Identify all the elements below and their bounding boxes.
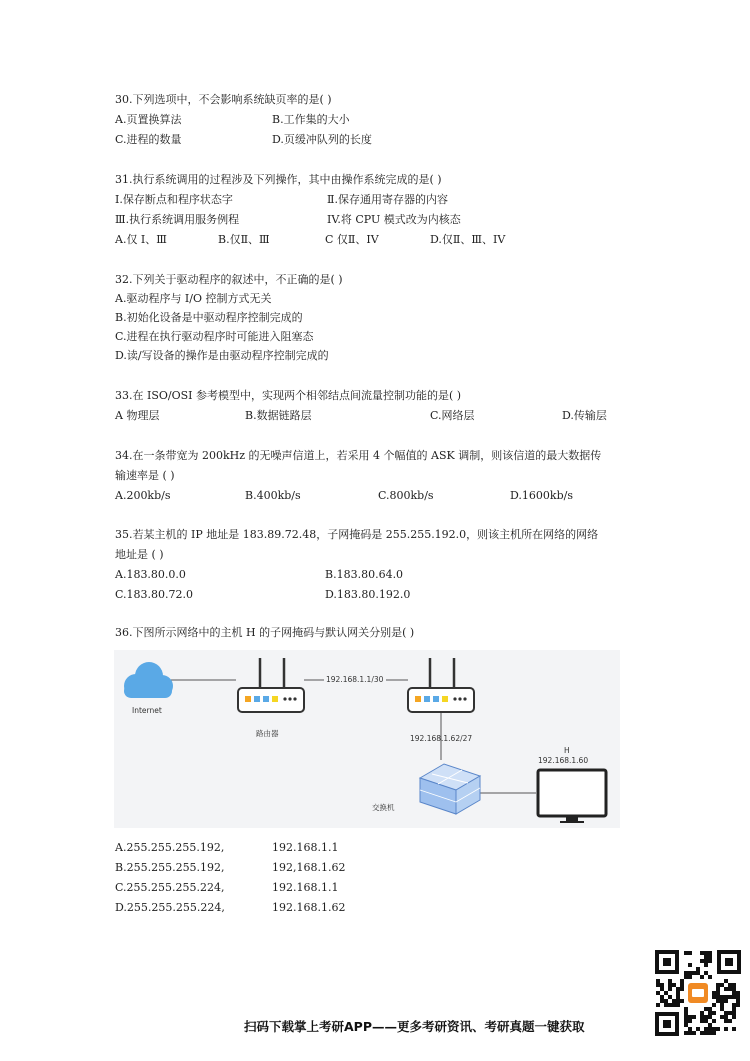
q34-option-b: B.400kb/s (245, 489, 301, 502)
q34-option-c: C.800kb/s (378, 489, 434, 502)
q33-option-a: A 物理层 (115, 409, 160, 422)
q35-option-b: B.183.80.64.0 (325, 568, 404, 581)
monitor-icon (538, 770, 606, 823)
q34-stem-line1: 34.在一条带宽为 200kHz 的无噪声信道上，若采用 4 个幅值的 ASK 调制，则该信道的最大数据传 (115, 449, 602, 462)
q36-option-b-mask: B.255.255.255.192, (115, 861, 225, 874)
q36-option-d-mask: D.255.255.255.224, (115, 901, 225, 914)
q31-stem: 31.执行系统调用的过程涉及下列操作，其中由操作系统完成的是( ) (115, 173, 442, 186)
router-icon-2 (408, 658, 474, 712)
q34-stem-line2: 输速率是 ( ) (115, 469, 175, 482)
q34-option-a: A.200kb/s (115, 489, 171, 502)
internet-label: Internet (132, 706, 162, 715)
host-name-label: H (564, 746, 570, 755)
q32-option-b: B.初始化设备是中驱动程序控制完成的 (115, 311, 303, 324)
q36-option-d-gateway: 192.168.1.62 (272, 901, 346, 914)
q36-option-a-mask: A.255.255.255.192, (115, 841, 225, 854)
gateway-ip-label: 192.168.1.62/27 (410, 734, 473, 743)
q31-option-a: A.仅 I、Ⅲ (115, 233, 167, 246)
cloud-icon (124, 662, 173, 698)
q32-option-a: A.驱动程序与 I/O 控制方式无关 (115, 292, 272, 305)
q31-option-d: D.仅Ⅱ、Ⅲ、IV (430, 233, 506, 246)
q36-option-b-gateway: 192,168.1.62 (272, 861, 346, 874)
q30-option-b: B.工作集的大小 (272, 113, 350, 126)
q36-stem: 36.下图所示网络中的主机 H 的子网掩码与默认网关分别是( ) (115, 626, 415, 639)
q36-option-c-gateway: 192.168.1.1 (272, 881, 339, 894)
qr-code-icon[interactable] (655, 950, 741, 1036)
q35-option-a: A.183.80.0.0 (115, 568, 186, 581)
q32-option-d: D.读/写设备的操作是由驱动程序控制完成的 (115, 349, 329, 362)
q35-stem-line1: 35.若某主机的 IP 地址是 183.89.72.48，子网掩码是 255.255.192.0，则该主机所在网络的网络 (115, 528, 599, 541)
q32-option-c: C.进程在执行驱动程序时可能进入阻塞态 (115, 330, 314, 343)
router-icon-1 (238, 658, 304, 712)
q31-option-c: C 仅Ⅱ、IV (325, 233, 379, 246)
q35-option-d: D.183.80.192.0 (325, 588, 411, 601)
host-ip-label: 192.168.1.60 (538, 756, 589, 765)
q30-option-c: C.进程的数量 (115, 133, 182, 146)
q34-option-d: D.1600kb/s (510, 489, 573, 502)
q33-option-d: D.传输层 (562, 409, 607, 422)
router-label: 路由器 (256, 729, 279, 738)
q32-stem: 32.下列关于驱动程序的叙述中，不正确的是( ) (115, 273, 343, 286)
q31-item-2: Ⅱ.保存通用寄存器的内容 (327, 193, 448, 206)
switch-label: 交换机 (372, 803, 395, 812)
q36-option-a-gateway: 192.168.1.1 (272, 841, 339, 854)
q33-option-b: B.数据链路层 (245, 409, 312, 422)
q36-option-c-mask: C.255.255.255.224, (115, 881, 225, 894)
switch-icon (420, 764, 480, 814)
q31-item-4: IV.将 CPU 模式改为内核态 (327, 213, 461, 226)
footer-promo-text: 扫码下载掌上考研APP——更多考研资讯、考研真题一键获取 (244, 1019, 585, 1034)
q31-item-3: Ⅲ.执行系统调用服务例程 (115, 213, 240, 226)
q33-stem: 33.在 ISO/OSI 参考模型中，实现两个相邻结点间流量控制功能的是( ) (115, 389, 462, 402)
q35-stem-line2: 地址是 ( ) (115, 548, 164, 561)
q33-option-c: C.网络层 (430, 409, 475, 422)
q30-option-a: A.页置换算法 (115, 113, 182, 126)
q31-item-1: I.保存断点和程序状态字 (115, 193, 233, 206)
q30-stem: 30.下列选项中，不会影响系统缺页率的是( ) (115, 93, 332, 106)
network-diagram (114, 650, 620, 828)
q31-option-b: B.仅Ⅱ、Ⅲ (218, 233, 270, 246)
q30-option-d: D.页缓冲队列的长度 (272, 133, 372, 146)
q35-option-c: C.183.80.72.0 (115, 588, 193, 601)
link-ip-label: 192.168.1.1/30 (326, 675, 384, 684)
